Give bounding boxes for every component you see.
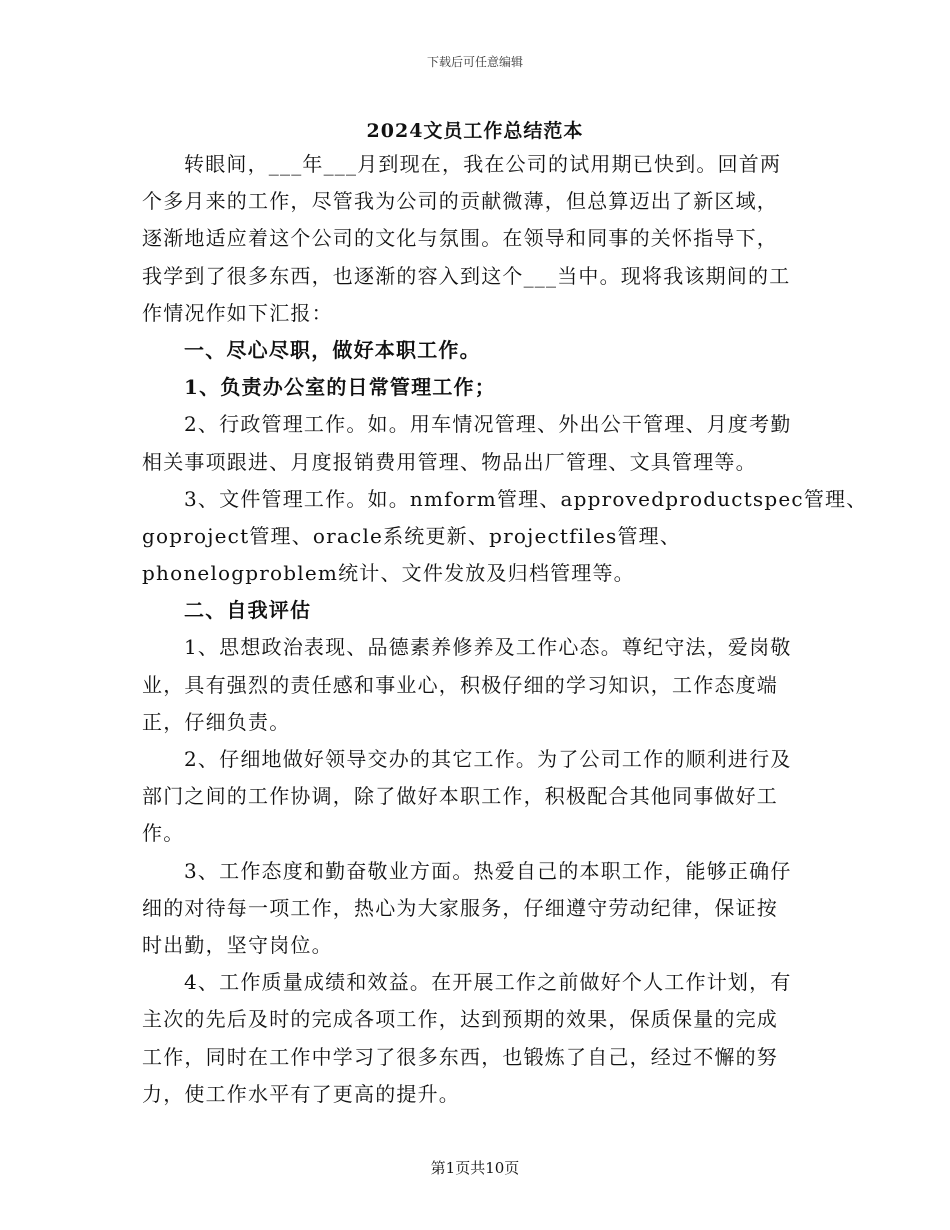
text-line: 一、尽心尽职，做好本职工作。 [184,337,481,362]
page-footer: 第1页共10页 [430,1159,520,1177]
text-line: 部门之间的工作协调，除了做好本职工作，积极配合其他同事做好工 [142,784,778,809]
text-line: 1、思想政治表现、品德素养修养及工作心态。尊纪守法，爱岗敬 [184,635,792,660]
document-body [142,146,868,1113]
text-line: 2、行政管理工作。如。用车情况管理、外出公干管理、月度考勤 [184,412,792,437]
text-line: 逐渐地适应着这个公司的文化与氛围。在领导和同事的关怀指导下， [142,226,778,251]
text-line: 4、工作质量成绩和效益。在开展工作之前做好个人工作计划，有 [184,970,792,995]
text-line: 力，使工作水平有了更高的提升。 [142,1081,460,1106]
text-line: 业，具有强烈的责任感和事业心，积极仔细的学习知识，工作态度端 [142,672,778,697]
text-line: 作。 [142,821,185,846]
text-line: 转眼间，___年___月到现在，我在公司的试用期已快到。回首两 [184,152,782,176]
text-line: 我学到了很多东西，也逐渐的容入到这个___当中。现将我该期间的工 [142,263,791,288]
text-line: 工作，同时在工作中学习了很多东西，也锻炼了自己，经过不懈的努 [142,1044,778,1069]
text-line: phonelogproblem统计、文件发放及归档管理等。 [142,561,635,586]
text-line: goproject管理、oracle系统更新、projectfiles管理、 [142,523,682,548]
text-line: 3、工作态度和勤奋敬业方面。热爱自己的本职工作，能够正确仔 [184,858,792,883]
text-line: 二、自我评估 [184,598,312,623]
text-line: 相关事项跟进、月度报销费用管理、物品出厂管理、文具管理等。 [142,449,757,474]
text-line: 时出勤，坚守岗位。 [142,932,333,957]
text-line: 个多月来的工作，尽管我为公司的贡献微薄，但总算迈出了新区域， [142,189,778,214]
text-line: 3、文件管理工作。如。nmform管理、approvedproductspec管理、 [184,486,868,511]
document-title: 2024文员工作总结范本 [366,120,584,142]
text-line: 细的对待每一项工作，热心为大家服务，仔细遵守劳动纪律，保证按 [142,895,778,920]
header-note: 下载后可任意编辑 [426,55,523,69]
text-line: 1、负责办公室的日常管理工作； [184,375,496,400]
text-line: 主次的先后及时的完成各项工作，达到预期的效果，保质保量的完成 [142,1007,778,1032]
text-line: 作情况作如下汇报： [142,300,333,325]
text-line: 2、仔细地做好领导交办的其它工作。为了公司工作的顺利进行及 [184,747,792,771]
text-line: 正，仔细负责。 [142,709,291,734]
